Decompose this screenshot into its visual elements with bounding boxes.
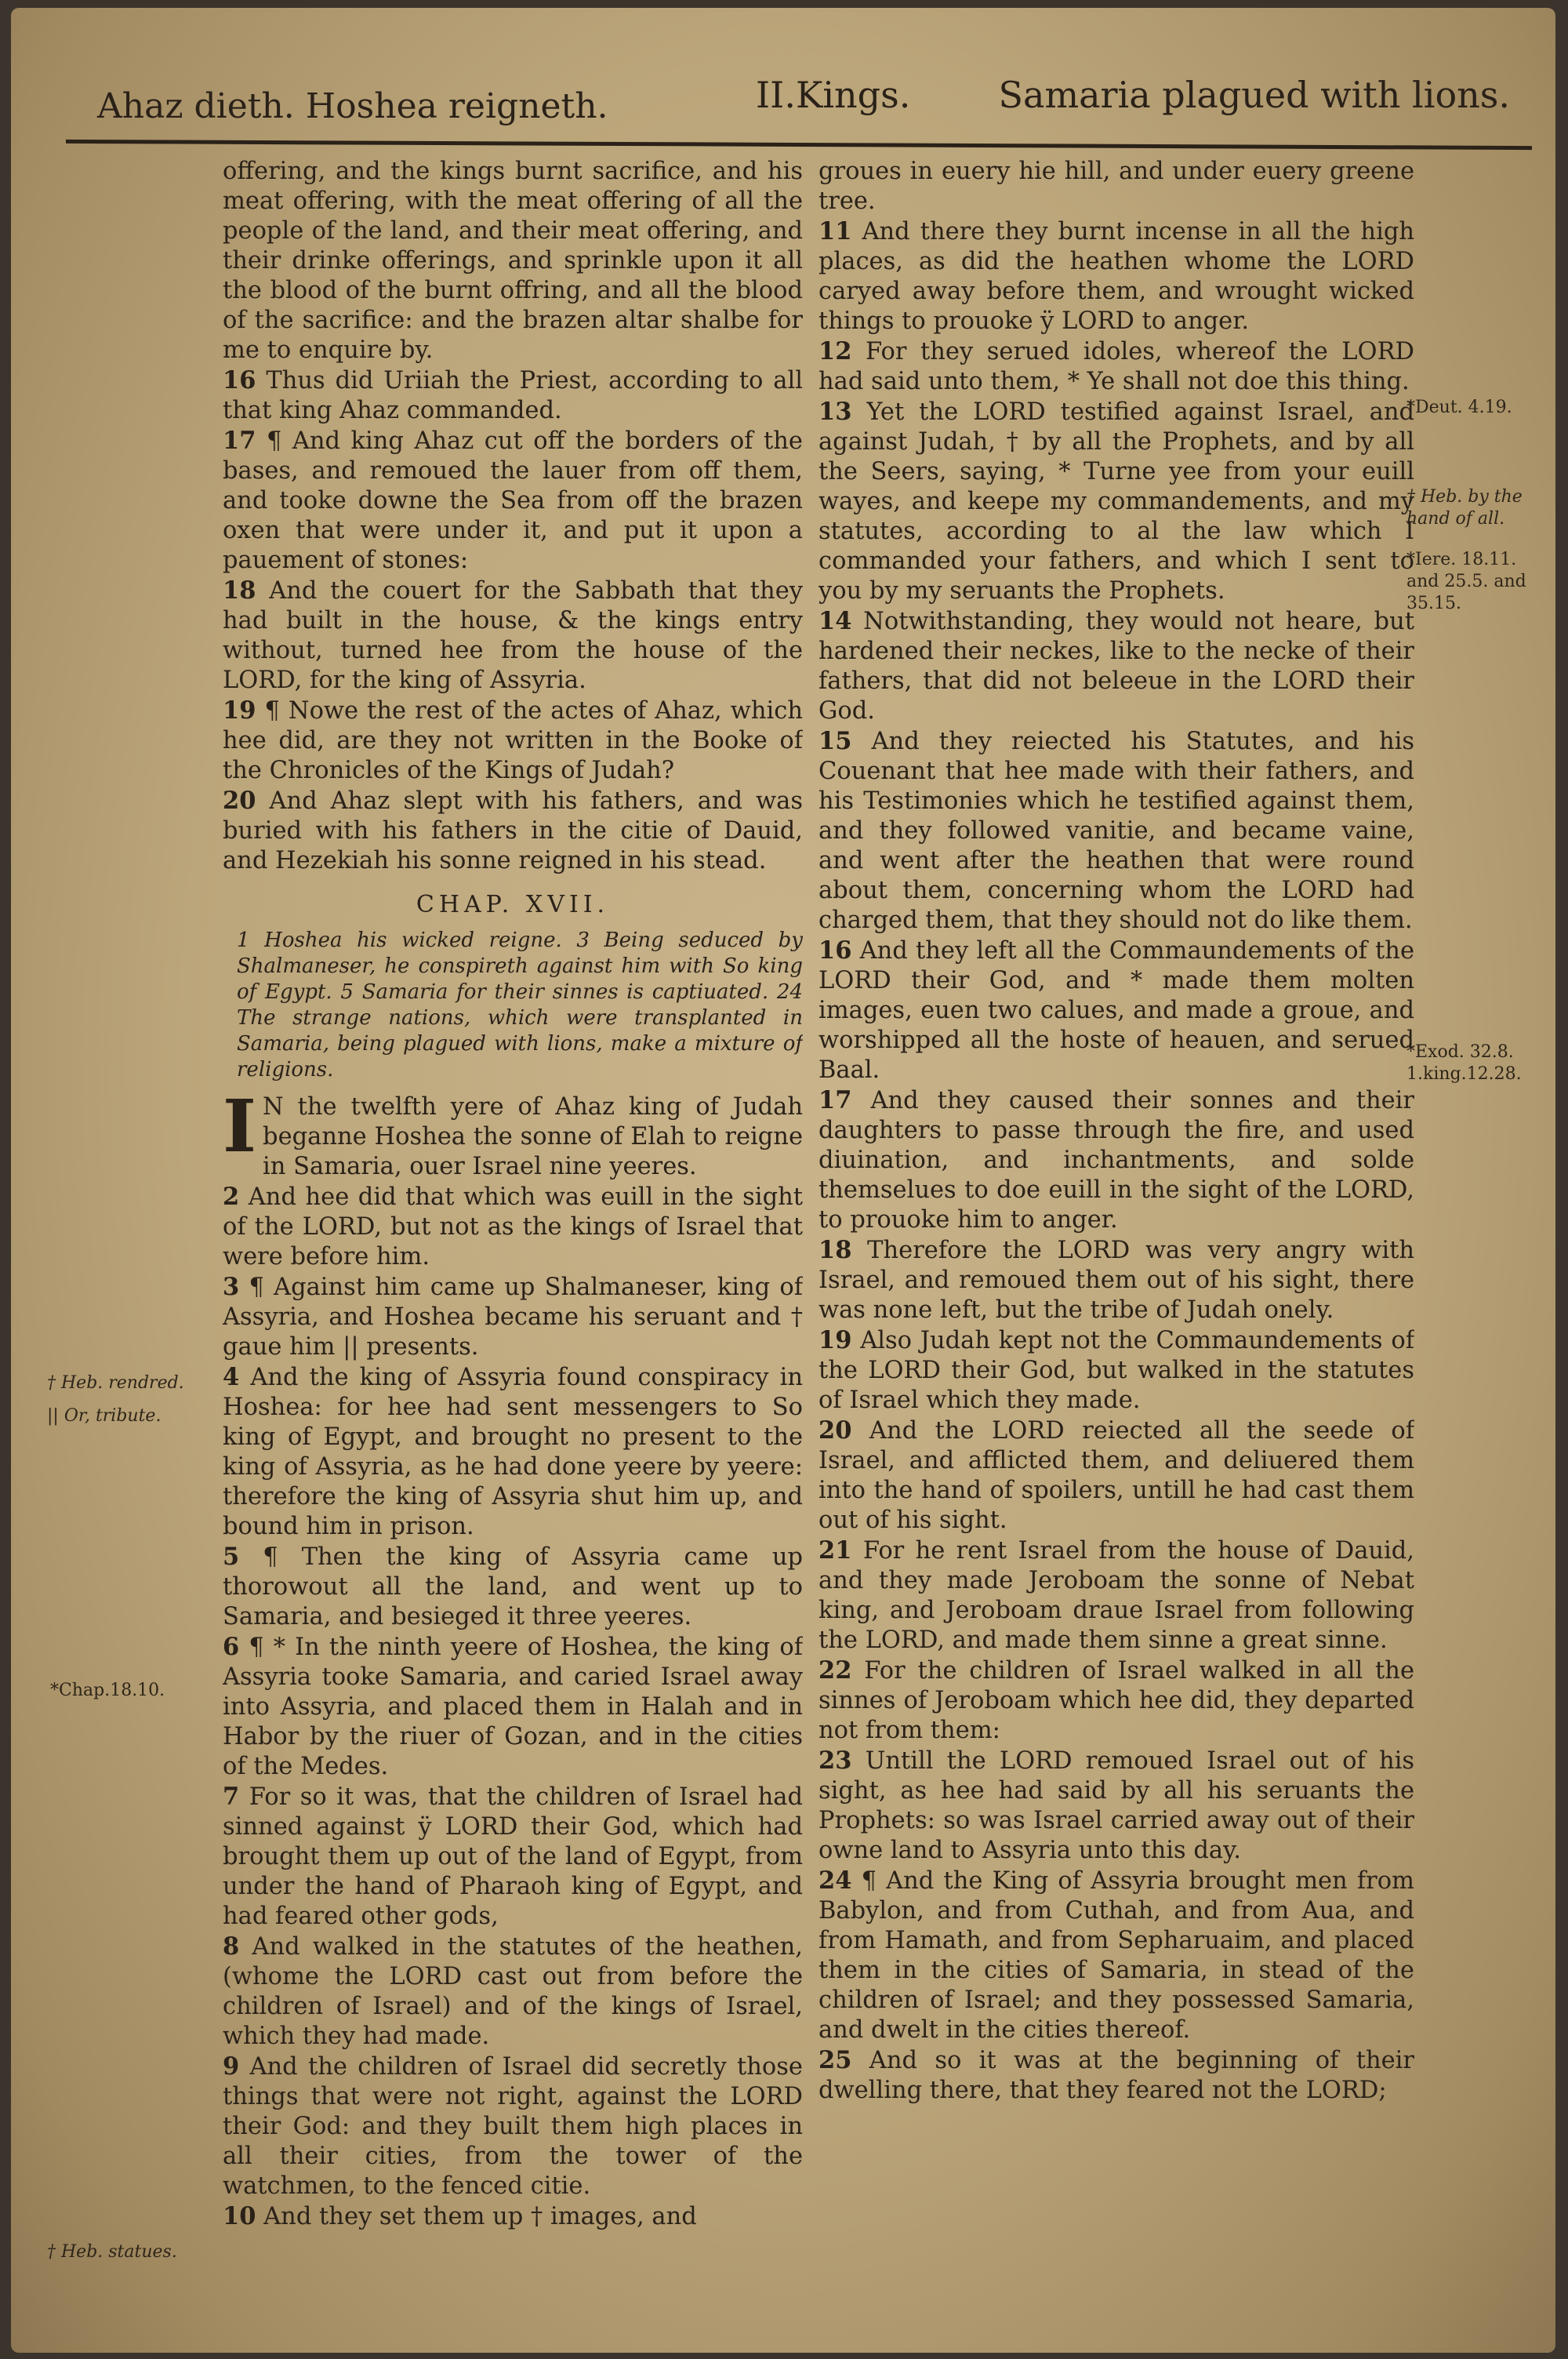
verse: 19 ¶ Nowe the rest of the actes of Ahaz, which hee did, are they not written in the Booke of the Chronicles of the Kings of Judah? [223,696,803,784]
verse: 4 And the king of Assyria found conspiracy in Hoshea: for hee had sent messengers to So king of Egypt, and brought no present to the king of Assyria, as he had done yeere by yeere: therefore the king of Assyria shut him up, and bound him in prison. [223,1363,803,1540]
verse: 2 And hee did that which was euill in the sight of the LORD, but not as the kings of Israel that were before him. [223,1183,803,1270]
header-center: II.Kings. [756,74,911,116]
header-right: Samaria plagued with lions. [998,74,1510,116]
verse: 18 And the couert for the Sabbath that they had built in the house, & the kings entry without, turned hee from the house of the LORD, for the king of Assyria. [223,576,803,694]
verse: 17 And they caused their sonnes and their daughters to passe through the fire, and used diuination, and inchantments, and solde themselues to doe euill in the sight of the LORD, to prouoke him to anger. [818,1086,1414,1234]
verse: 12 For they serued idoles, whereof the LORD had said unto them, * Ye shall not doe this thing. [818,337,1414,395]
margin-note-statues: † Heb. statues. [47,2242,177,2262]
margin-note-tribute: || Or, tribute. [47,1406,162,1426]
margin-note-heb-hand: † Heb. by the hand of all. [1406,487,1523,529]
verse: 16 And they left all the Commaundements of the LORD their God, and * made them molten images, euen two calues, and made a groue, and worshipped all the hoste of heauen, and serued Baal. [818,936,1414,1084]
verse: 9 And the children of Israel did secretly those things that were not right, against the LORD their God: and they built them high places in all their cities, from the tower of the watchmen, to the fenced citie. [223,2052,803,2200]
header-rule [66,140,1532,150]
verse: 15 And they reiected his Statutes, and his Couenant that hee made with their fathers, and his Testimonies which he testified against them, and they followed vanitie, and became vaine, and went after the heathen that were round about them, concerning whom the LORD had charged them, that they should not do like them. [818,727,1414,934]
verse: 25 And so it was at the beginning of their dwelling there, that they feared not the LORD; [818,2046,1414,2104]
verse: 8 And walked in the statutes of the heathen, (whome the LORD cast out from before the children of Israel) and of the kings of Israel, which they had made. [223,1932,803,2050]
verse: 6 ¶ * In the ninth yeere of Hoshea, the king of Assyria tooke Samaria, and caried Israel away into Assyria, and placed them in Halah and in Habor by the riuer of Gozan, and in the cities of the Medes. [223,1633,803,1780]
book-page [11,8,1555,2353]
verse: offering, and the kings burnt sacrifice, and his meat offering, with the meat offering of all the people of the land, and their meat offering, and their drinke offerings, and sprinkle upon it all the blood of the burnt offring, and all the blood of the sacrifice: and the brazen altar shalbe for me to enquire by. [223,158,803,364]
verse: 17 ¶ And king Ahaz cut off the borders of the bases, and remoued the lauer from off them, and tooke downe the Sea from off the brazen oxen that were under it, and put it upon a pauement of stones: [223,427,803,574]
verse: 20 And the LORD reiected all the seede of Israel, and afflicted them, and deliuered them into the hand of spoilers, untill he had cast them out of his sight. [818,1416,1414,1534]
left-column [223,157,803,2337]
verse: 20 And Ahaz slept with his fathers, and was buried with his fathers in the citie of Dauid, and Hezekiah his sonne reigned in his stead. [223,787,803,874]
verse: 21 For he rent Israel from the house of Dauid, and they made Jeroboam the sonne of Nebat king, and Jeroboam draue Israel from following the LORD, and made them sinne a great sinne. [818,1536,1414,1654]
chapter-summary: 1 Hoshea his wicked reigne. 3 Being seduced by Shalmaneser, he conspireth against him with So king of Egypt. 5 Samaria for their sinnes is captiuated. 24 The strange nations, which were transplanted in Samaria, being plagued with lions, make a mixture of religions. [237,929,803,1081]
verse: 13 Yet the LORD testified against Israel, and against Judah, † by all the Prophets, and by all the Seers, saying, * Turne yee from your euill wayes, and keepe my commandements, and my statutes, according to al the law which I commanded your fathers, and which I sent to you by my seruants the Prophets. [818,398,1414,605]
margin-note-rendred: † Heb. rendred. [47,1373,184,1393]
verse: 10 And they set them up † images, and [223,2202,697,2230]
margin-note-iere: *Iere. 18.11. and 25.5. and 35.15. [1406,550,1526,613]
verse: 3 ¶ Against him came up Shalmaneser, king of Assyria, and Hoshea became his seruant and † gaue him || presents. [223,1273,803,1361]
verse: 18 Therefore the LORD was very angry with Israel, and remoued them out of his sight, there was none left, but the tribe of Judah onely. [818,1236,1414,1324]
verse: 22 For the children of Israel walked in all the sinnes of Jeroboam which hee did, they departed not from them: [818,1656,1414,1744]
verse: I N the twelfth yere of Ahaz king of Judah beganne Hoshea the sonne of Elah to reigne in Samaria, ouer Israel nine yeeres. [223,1084,803,1180]
margin-note-chap: *Chap.18.10. [50,1681,165,1700]
verse: 16 Thus did Uriiah the Priest, according to all that king Ahaz commanded. [223,366,803,424]
header-left: Ahaz dieth. Hoshea reigneth. [97,86,608,126]
running-header [58,64,1532,140]
margin-note-deut: *Deut. 4.19. [1406,398,1512,417]
verse: 11 And there they burnt incense in all the high places, as did the heathen whome the LORD caryed away before them, and wrought wicked things to prouoke ÿ LORD to anger. [818,217,1414,335]
verse: groues in euery hie hill, and under euery greene tree. [818,158,1414,215]
chapter-heading: CHAP. XVII. [416,891,610,918]
verse: 5 ¶ Then the king of Assyria came up thorowout all the land, and went up to Samaria, and besieged it three yeeres. [223,1543,803,1630]
verse: 24 ¶ And the King of Assyria brought men from Babylon, and from Cuthah, and from Aua, and from Hamath, and from Sepharuaim, and placed them in the cities of Samaria, in stead of the children of Israel; and they possessed Samaria, and dwelt in the cities thereof. [818,1866,1414,2044]
drop-capital: I [223,1084,257,1169]
verse: 23 Untill the LORD remoued Israel out of his sight, as hee had said by all his seruants the Prophets: so was Israel carried away out of their owne land to Assyria unto this day. [818,1747,1414,1864]
verse: 7 For so it was, that the children of Israel had sinned against ÿ LORD their God, which had brought them up out of the land of Egypt, from under the hand of Pharaoh king of Egypt, and had feared other gods, [223,1783,803,1930]
margin-note-exod: *Exod. 32.8. 1.king.12.28. [1406,1042,1522,1084]
verse: 19 Also Judah kept not the Commaundements of the LORD their God, but walked in the statutes of Israel which they made. [818,1326,1414,1414]
right-column [818,157,1414,2337]
verse: 14 Notwithstanding, they would not heare, but hardened their neckes, like to the necke of their fathers, that did not beleeue in the LORD their God. [818,607,1414,725]
